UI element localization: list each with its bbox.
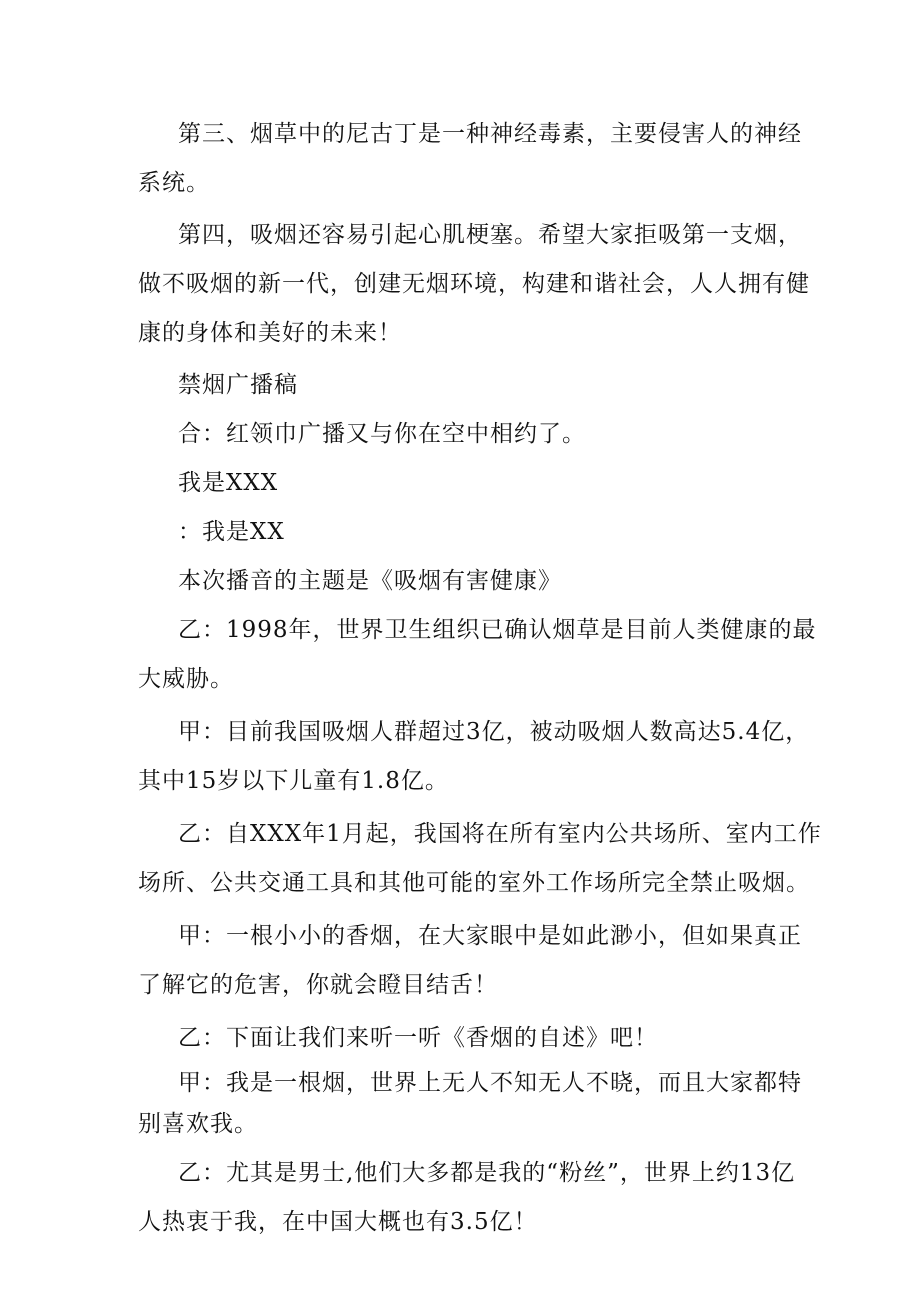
paragraph-third-point <box>138 110 802 208</box>
text-line: 甲：我是一根烟，世界上无人不知无人不晓，而且大家都特 <box>178 1070 802 1096</box>
text-line: 禁烟广播稿 <box>178 372 298 398</box>
text-line: 场所、公共交通工具和其他可能的室外工作场所完全禁止吸烟。 <box>138 870 810 896</box>
text-line: 第四，吸烟还容易引起心肌梗塞。希望大家拒吸第一支烟， <box>178 222 802 248</box>
paragraph-b-1998 <box>138 606 817 704</box>
text-line: 合：红领巾广播又与你在空中相约了。 <box>178 421 586 447</box>
text-line: 大威胁。 <box>138 666 234 692</box>
paragraph-a-cigarette <box>138 912 802 1010</box>
section-title <box>138 361 788 410</box>
text-line: 乙：1998年，世界卫生组织已确认烟草是目前人类健康的最 <box>178 617 817 643</box>
text-line: 其中15岁以下儿童有1.8亿。 <box>138 768 449 794</box>
text-line: 乙：下面让我们来听一听《香烟的自述》吧！ <box>178 1025 658 1051</box>
paragraph-host-a <box>138 459 788 508</box>
text-line: 我是XXX <box>178 470 279 496</box>
text-line: 系统。 <box>138 170 210 196</box>
paragraph-b-ban <box>138 810 822 908</box>
paragraph-b-fans <box>138 1149 796 1247</box>
text-line: 了解它的危害，你就会瞪目结舌！ <box>138 972 498 998</box>
paragraph-b-listen <box>138 1014 788 1063</box>
paragraph-theme <box>138 557 788 606</box>
text-line: 第三、烟草中的尼古丁是一种神经毒素，主要侵害人的神经 <box>178 121 802 147</box>
paragraph-opening <box>138 410 788 459</box>
paragraph-host-b <box>138 508 788 557</box>
text-line: 乙：尤其是男士,他们大多都是我的“粉丝”，世界上约13亿 <box>178 1160 796 1186</box>
paragraph-fourth-point <box>138 211 810 358</box>
text-line: 乙：自XXX年1月起，我国将在所有室内公共场所、室内工作 <box>178 821 822 847</box>
text-line: 本次播音的主题是《吸烟有害健康》 <box>178 568 562 594</box>
text-line: 康的身体和美好的未来！ <box>138 320 402 346</box>
document-body <box>138 110 822 1247</box>
text-line: 甲：目前我国吸烟人群超过3亿，被动吸烟人数高达5.4亿， <box>178 719 810 745</box>
text-line: 甲：一根小小的香烟，在大家眼中是如此渺小，但如果真正 <box>178 923 802 949</box>
text-line: ：我是XX <box>178 519 285 545</box>
text-line: 做不吸烟的新一代，创建无烟环境，构建和谐社会，人人拥有健 <box>138 271 810 297</box>
paragraph-a-self-intro <box>138 1063 802 1145</box>
text-line: 别喜欢我。 <box>138 1111 258 1137</box>
text-line: 人热衷于我，在中国大概也有3.5亿！ <box>138 1209 538 1235</box>
paragraph-a-statistics <box>138 708 810 806</box>
